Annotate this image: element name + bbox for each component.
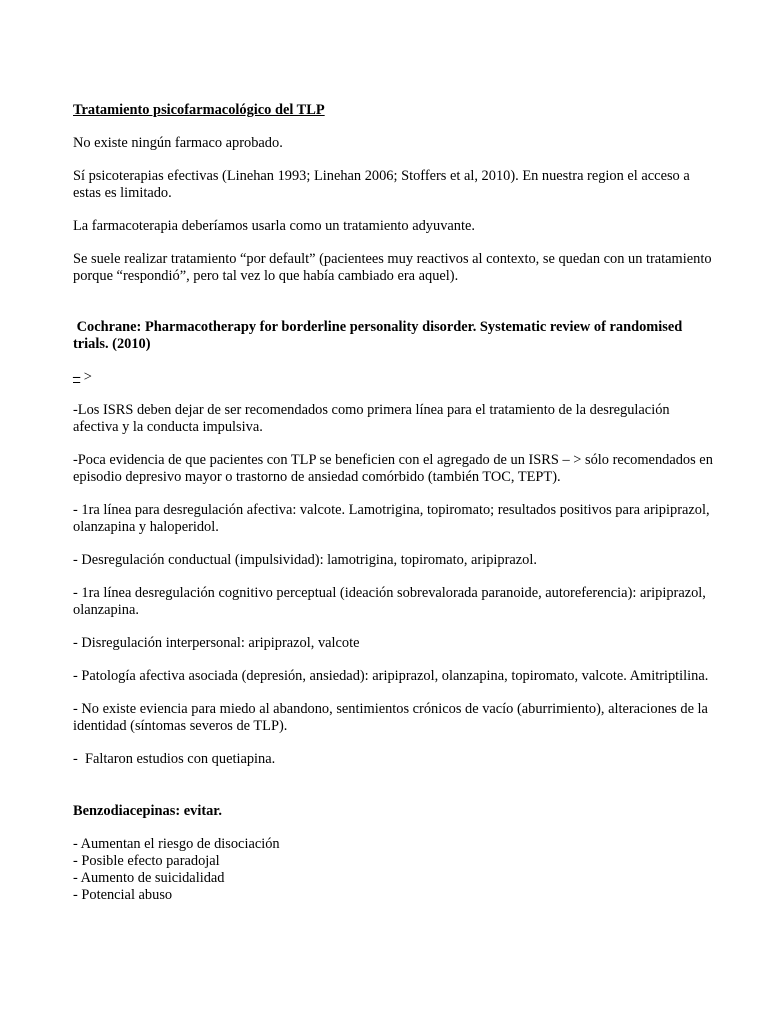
point-behavioral-dysregulation: - Desregulación conductual (impulsividad): lamotrigina, topiromato, aripiprazol. [73, 552, 537, 568]
paragraph-adjuvant: La farmacoterapia deberíamos usarla como un tratamiento adyuvante. [73, 218, 475, 234]
point-affective-dysregulation: - 1ra línea para desregulación afectiva: valcote. Lamotrigina, topiromato; resultados positivos para aripiprazol, olanzapina y haloperidol. [73, 502, 710, 535]
arrow-gt: > [80, 369, 92, 385]
paragraph-no-approved-drug: No existe ningún farmaco aprobado. [73, 135, 283, 151]
paragraph-default-treatment: Se suele realizar tratamiento “por default” (pacientees muy reactivos al contexto, se quedan con un tratamiento porque “respondió”, pero tal vez lo que había cambiado era aquel). [73, 251, 712, 284]
benzo-heading: Benzodiacepinas: evitar. [73, 803, 222, 819]
point-isrs: -Los ISRS deben dejar de ser recomendados como primera línea para el tratamiento de la desregulación afectiva y la conducta impulsiva. [73, 402, 670, 435]
paragraph-psychotherapies: Sí psicoterapias efectivas (Linehan 1993; Linehan 2006; Stoffers et al, 2010). En nuestra region el acceso a estas es limitado. [73, 168, 690, 201]
benzo-list [73, 836, 713, 904]
document-page [73, 102, 713, 904]
point-quetiapine: - Faltaron estudios con quetiapina. [73, 751, 276, 767]
list-item: - Posible efecto paradojal [73, 853, 220, 869]
point-associated-affective: - Patología afectiva asociada (depresión, ansiedad): aripiprazol, olanzapina, topiromato, valcote. Amitriptilina. [73, 668, 709, 684]
list-item: - Potencial abuso [73, 887, 173, 903]
list-item: - Aumento de suicidalidad [73, 870, 225, 886]
arrow-dash: – [73, 369, 81, 385]
point-cognitive-perceptual: - 1ra línea desregulación cognitivo perceptual (ideación sobrevalorada paranoide, autoreferencia): aripiprazol, olanzapina. [73, 585, 706, 618]
arrow-line [73, 369, 713, 386]
point-isrs-evidence: -Poca evidencia de que pacientes con TLP se beneficien con el agregado de un ISRS – > sólo recomendados en episodio depresivo mayor o trastorno de ansiedad comórbido (también TOC, TEPT). [73, 452, 713, 485]
point-no-evidence: - No existe eviencia para miedo al abandono, sentimientos crónicos de vacío (aburrimiento), alteraciones de la identidad (síntomas severos de TLP). [73, 701, 708, 734]
point-interpersonal: - Disregulación interpersonal: aripiprazol, valcote [73, 635, 360, 651]
cochrane-heading: Cochrane: Pharmacotherapy for borderline personality disorder. Systematic review of randomised trials. (2010) [73, 319, 686, 352]
document-title: Tratamiento psicofarmacológico del TLP [73, 102, 325, 118]
list-item: - Aumentan el riesgo de disociación [73, 836, 280, 852]
